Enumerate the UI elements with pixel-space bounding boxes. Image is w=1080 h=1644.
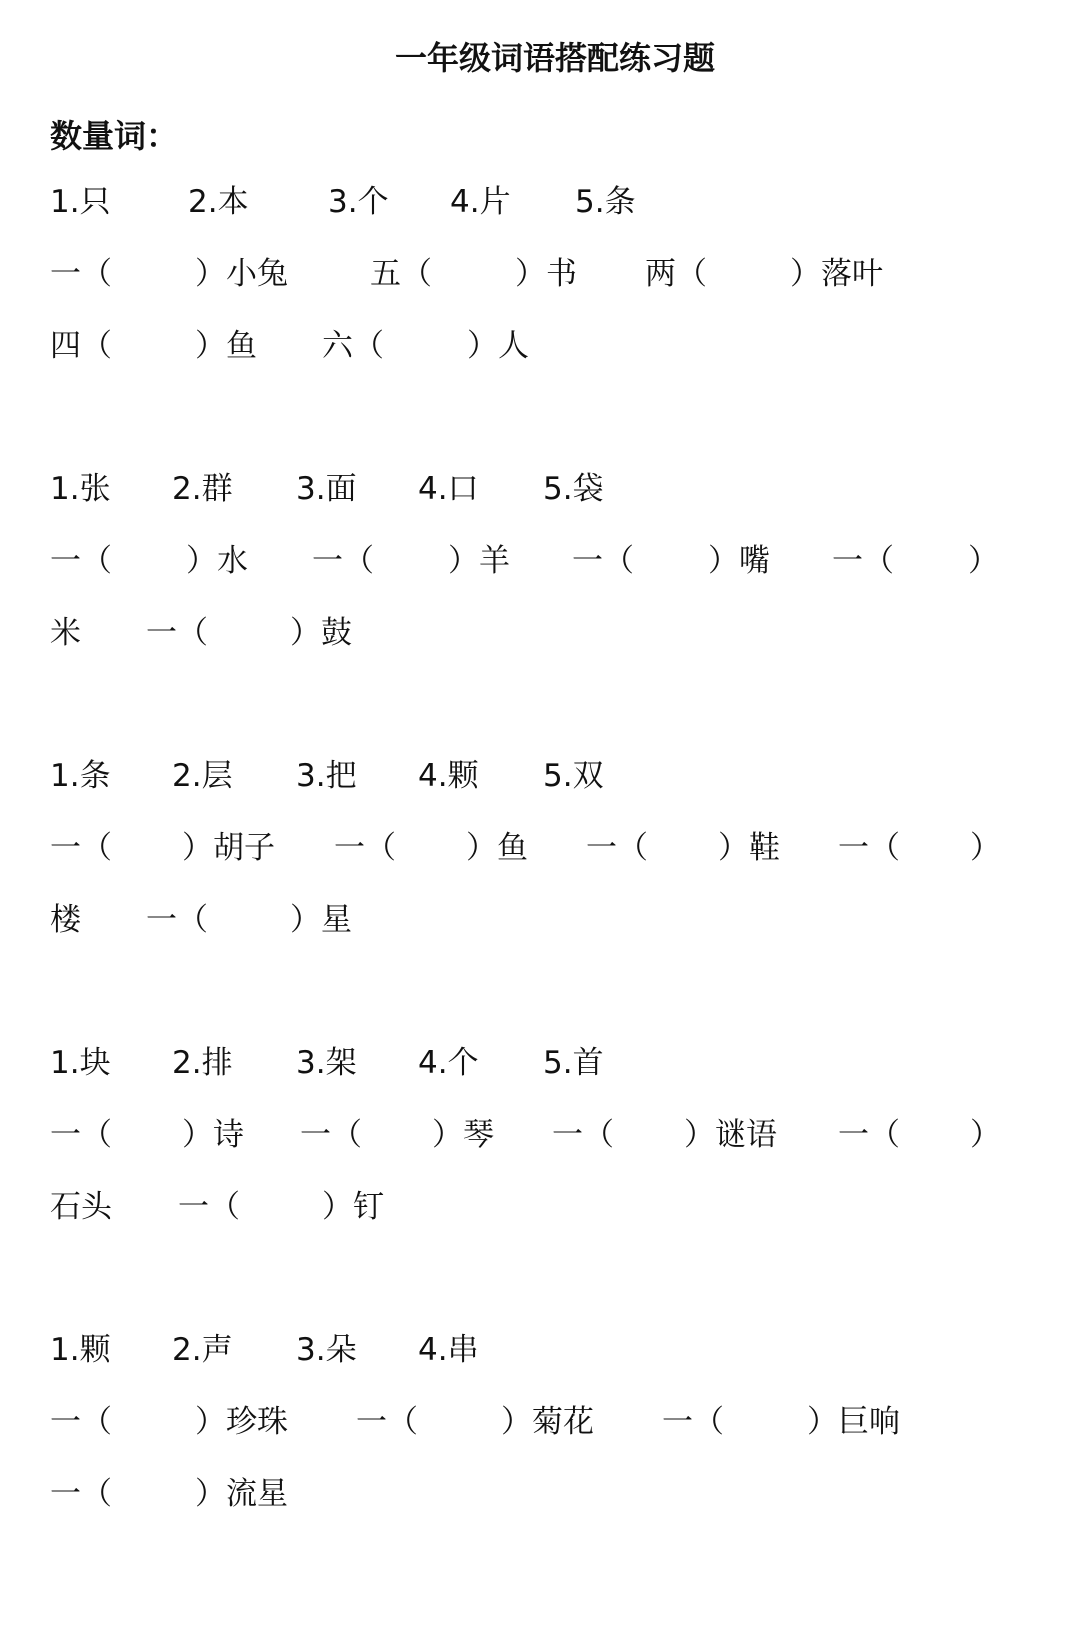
wrapped-word: 米: [50, 615, 81, 651]
blank-close-word: ）菊花: [501, 1404, 594, 1440]
blank-open: 一（: [356, 1404, 418, 1440]
blank-open: 一（: [586, 830, 648, 866]
option-item: 2.本: [188, 184, 249, 220]
blank-close-word: ）珍珠: [195, 1404, 288, 1440]
blank-close-word: ）嘴: [708, 543, 770, 579]
exercise-row: [0, 898, 1080, 942]
option-item: 2.排: [172, 1045, 233, 1081]
blank-close-word: ）鱼: [466, 830, 528, 866]
blank-open: 六（: [322, 328, 384, 364]
exercise-row: [0, 252, 1080, 296]
blank-open: 一（: [146, 615, 208, 651]
option-item: 5.首: [543, 1045, 604, 1081]
blank-close-word: ）鼓: [290, 615, 352, 651]
option-item: 1.条: [50, 758, 111, 794]
blank-close-word: ）落叶: [790, 256, 883, 292]
blank-close-word: ）鱼: [195, 328, 257, 364]
blank-close-word: ）人: [467, 328, 529, 364]
option-item: 2.群: [172, 471, 233, 507]
blank-close-word: ）谜语: [684, 1117, 777, 1153]
blank-open: 一（: [552, 1117, 614, 1153]
exercise-row: [0, 1400, 1080, 1444]
blank-open: 两（: [645, 256, 707, 292]
option-item: 1.块: [50, 1045, 111, 1081]
blank-open: 一（: [832, 543, 894, 579]
option-item: 2.声: [172, 1332, 233, 1368]
blank-open: 一（: [50, 543, 112, 579]
blank-open: 一（: [50, 1476, 112, 1512]
blank-open: 一（: [178, 1189, 240, 1225]
option-item: 3.面: [296, 471, 357, 507]
blank-close-word: ）小兔: [195, 256, 288, 292]
option-item: 3.个: [328, 184, 389, 220]
blank-close-word: ）: [970, 830, 1001, 866]
blank-open: 一（: [50, 1404, 112, 1440]
option-item: 4.颗: [418, 758, 479, 794]
blank-open: 一（: [572, 543, 634, 579]
option-item: 4.个: [418, 1045, 479, 1081]
exercise-row: [0, 324, 1080, 368]
blank-open: 一（: [838, 1117, 900, 1153]
blank-close-word: ）星: [290, 902, 352, 938]
blank-close-word: ）钉: [322, 1189, 384, 1225]
exercise-row: [0, 826, 1080, 870]
blank-open: 一（: [50, 1117, 112, 1153]
option-item: 4.口: [418, 471, 479, 507]
section-heading: 数量词：: [50, 117, 179, 155]
options-row: [0, 467, 1080, 511]
blank-close-word: ）诗: [182, 1117, 244, 1153]
option-item: 1.张: [50, 471, 111, 507]
blank-close-word: ）: [968, 543, 999, 579]
page-title: 一年级词语搭配练习题: [394, 39, 715, 77]
option-item: 5.双: [543, 758, 604, 794]
exercise-row: [0, 611, 1080, 655]
exercise-row: [0, 539, 1080, 583]
blank-close-word: ）书: [515, 256, 577, 292]
blank-open: 一（: [312, 543, 374, 579]
option-item: 3.架: [296, 1045, 357, 1081]
blank-close-word: ）巨响: [807, 1404, 900, 1440]
blank-open: 一（: [300, 1117, 362, 1153]
exercise-row: [0, 1113, 1080, 1157]
blank-open: 一（: [50, 256, 112, 292]
blank-open: 一（: [146, 902, 208, 938]
option-item: 4.串: [418, 1332, 479, 1368]
blank-close-word: ）流星: [195, 1476, 288, 1512]
blank-close-word: ）琴: [432, 1117, 494, 1153]
blank-close-word: ）羊: [448, 543, 510, 579]
wrapped-word: 石头: [50, 1189, 112, 1225]
option-item: 3.把: [296, 758, 357, 794]
blank-close-word: ）: [970, 1117, 1001, 1153]
options-row: [0, 1328, 1080, 1372]
option-item: 5.条: [575, 184, 636, 220]
option-item: 1.只: [50, 184, 111, 220]
blank-open: 一（: [50, 830, 112, 866]
exercise-row: [0, 1472, 1080, 1516]
exercise-row: [0, 1185, 1080, 1229]
options-row: [0, 1041, 1080, 1085]
blank-open: 五（: [370, 256, 432, 292]
blank-open: 一（: [334, 830, 396, 866]
blank-open: 一（: [838, 830, 900, 866]
option-item: 5.袋: [543, 471, 604, 507]
options-row: [0, 754, 1080, 798]
option-item: 4.片: [450, 184, 511, 220]
blank-open: 一（: [662, 1404, 724, 1440]
blank-open: 四（: [50, 328, 112, 364]
option-item: 2.层: [172, 758, 233, 794]
wrapped-word: 楼: [50, 902, 81, 938]
option-item: 3.朵: [296, 1332, 357, 1368]
options-row: [0, 180, 1080, 224]
blank-close-word: ）水: [186, 543, 248, 579]
blank-close-word: ）鞋: [718, 830, 780, 866]
option-item: 1.颗: [50, 1332, 111, 1368]
blank-close-word: ）胡子: [182, 830, 275, 866]
